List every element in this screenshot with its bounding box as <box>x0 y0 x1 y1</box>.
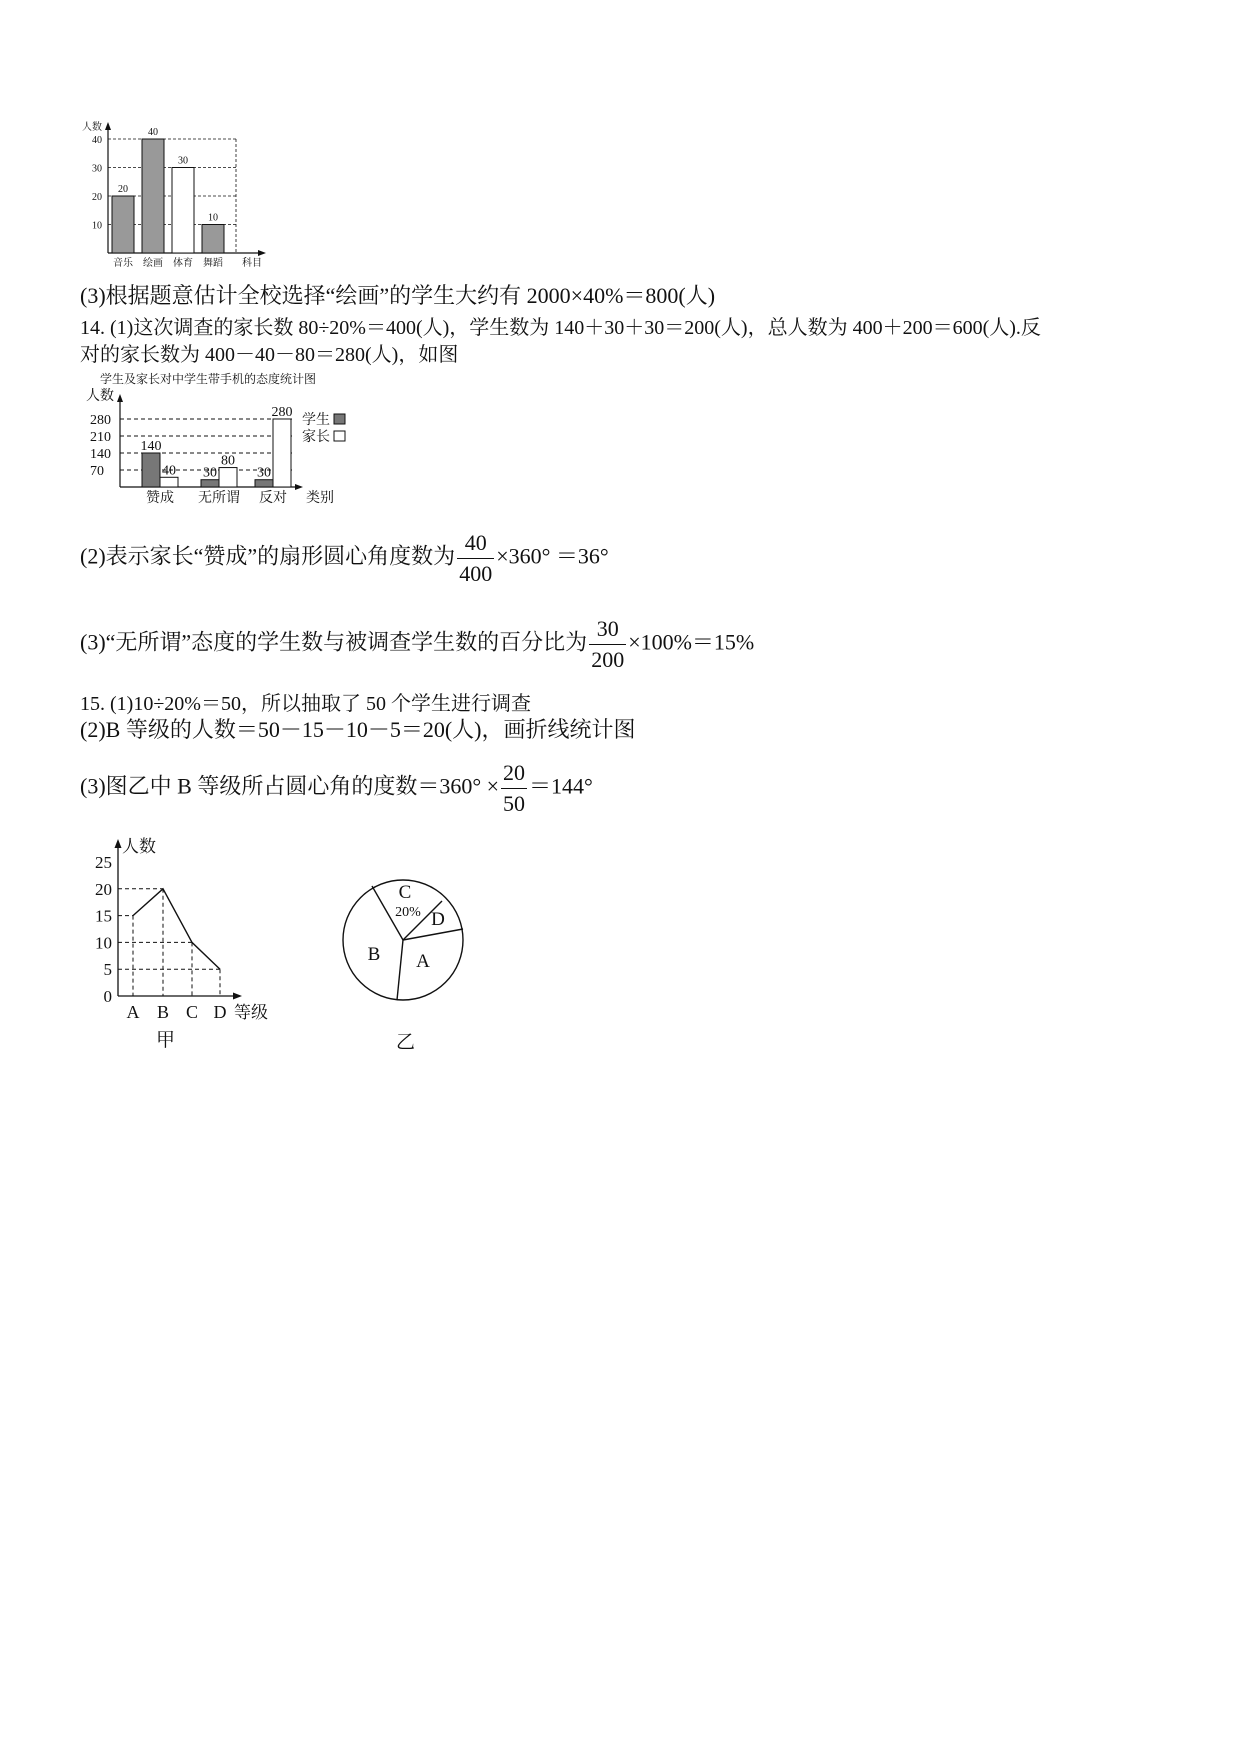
bar-音乐 <box>112 196 134 253</box>
grade-line-chart <box>86 836 286 1058</box>
attitude-chart-ylabel: 人数 <box>86 389 114 404</box>
y-tick-label: 15 <box>95 906 112 926</box>
line-chart-caption: 甲 <box>156 1030 176 1051</box>
student-value-label: 30 <box>203 465 217 481</box>
student-bar-反对 <box>255 480 273 487</box>
parent-value-label: 280 <box>271 404 293 420</box>
y-tick-label: 280 <box>90 412 111 428</box>
q14-answer-3 <box>80 614 754 675</box>
y-tick-label: 25 <box>95 853 112 872</box>
legend-student-label: 学生 <box>302 413 330 428</box>
y-tick-label: 20 <box>95 879 112 899</box>
pie-label-C: C <box>398 882 412 903</box>
q14-2-result: ×360° ＝36° <box>496 543 609 569</box>
y-tick-label: 0 <box>103 987 112 1006</box>
grade-pie-chart <box>330 860 490 1060</box>
legend-student-swatch <box>334 414 345 424</box>
subject-bar-chart <box>80 118 280 270</box>
line-series <box>133 889 220 969</box>
pie-percent-label: 20% <box>395 905 421 920</box>
pie-label-B: B <box>367 944 381 965</box>
q15-3-fraction <box>501 758 527 819</box>
bar-value-label: 40 <box>148 127 158 138</box>
x-tick-label: 无所谓 <box>198 491 240 506</box>
bar-舞蹈 <box>202 225 224 254</box>
subject-chart-ylabel: 人数 <box>82 122 102 133</box>
parent-bar-赞成 <box>160 477 178 487</box>
student-bar-赞成 <box>142 453 160 487</box>
x-tick-label: 绘画 <box>143 258 163 269</box>
legend-parent-label: 家长 <box>302 430 330 445</box>
x-tick-label: 音乐 <box>113 258 133 269</box>
q15-3-result: ＝144° <box>529 773 593 799</box>
q13-answer-3: (3)根据题意估计全校选择“绘画”的学生大约有 2000×40%＝800(人) <box>80 283 716 308</box>
pie-label-A: A <box>416 951 430 972</box>
line-chart-ylabel: 人数 <box>122 837 156 856</box>
y-tick-label: 10 <box>95 933 112 953</box>
fraction-numerator: 40 <box>464 530 487 555</box>
legend-parent-swatch <box>334 431 345 441</box>
q15-answer-3 <box>80 758 593 819</box>
q14-answer-1-line2: 对的家长数为 400－40－80＝280(人)，如图 <box>80 344 459 366</box>
y-tick-label: 210 <box>90 429 111 445</box>
attitude-chart-title: 学生及家长对中学生带手机的态度统计图 <box>100 372 317 386</box>
x-tick-label: D <box>213 1002 227 1022</box>
fraction-denominator: 200 <box>589 644 626 675</box>
pie-label-D: D <box>431 909 445 930</box>
q14-3-fraction <box>589 614 626 675</box>
y-tick-label: 20 <box>92 192 102 203</box>
bar-体育 <box>172 168 194 254</box>
line-chart-xlabel: 等级 <box>234 1003 268 1022</box>
x-tick-label: 体育 <box>173 258 193 269</box>
y-tick-label: 5 <box>103 960 112 980</box>
attitude-bar-chart <box>82 370 362 510</box>
fraction-denominator: 400 <box>457 558 494 589</box>
x-tick-label: 反对 <box>259 491 287 506</box>
pie-chart-caption: 乙 <box>396 1032 416 1053</box>
bar-value-label: 20 <box>118 184 128 195</box>
x-tick-label: B <box>156 1002 170 1022</box>
student-value-label: 140 <box>140 438 162 454</box>
q14-2-fraction <box>457 528 494 589</box>
q15-answer-2: (2)B 等级的人数＝50－15－10－5＝20(人)，画折线统计图 <box>80 717 636 742</box>
y-tick-label: 70 <box>90 463 104 479</box>
parent-value-label: 80 <box>221 453 235 469</box>
q14-answer-2 <box>80 528 609 589</box>
parent-bar-反对 <box>273 419 291 487</box>
fraction-numerator: 20 <box>503 760 526 785</box>
bar-value-label: 10 <box>208 212 218 224</box>
x-tick-label: A <box>126 1002 140 1022</box>
student-bar-无所谓 <box>201 480 219 487</box>
y-tick-label: 140 <box>90 446 111 462</box>
q14-3-result: ×100%＝15% <box>628 629 755 655</box>
student-value-label: 30 <box>257 465 271 481</box>
y-tick-label: 10 <box>92 220 102 232</box>
x-tick-label: C <box>185 1002 199 1022</box>
q15-3-text: (3)图乙中 B 等级所占圆心角的度数＝360° × <box>80 773 500 799</box>
bar-绘画 <box>142 139 164 253</box>
q15-answer-1: 15. (1)10÷20%＝50，所以抽取了 50 个学生进行调查 <box>80 693 531 715</box>
x-tick-label: 赞成 <box>146 491 174 506</box>
q14-3-text: (3)“无所谓”态度的学生数与被调查学生数的百分比为 <box>80 629 588 655</box>
q14-2-text: (2)表示家长“赞成”的扇形圆心角度数为 <box>80 543 456 569</box>
bar-value-label: 30 <box>178 155 188 167</box>
attitude-chart-xlabel: 类别 <box>306 491 334 506</box>
x-tick-label: 舞蹈 <box>203 258 223 269</box>
y-tick-label: 40 <box>92 135 102 146</box>
fraction-denominator: 50 <box>501 788 527 819</box>
fraction-numerator: 30 <box>596 616 619 641</box>
parent-bar-无所谓 <box>219 468 237 487</box>
parent-value-label: 40 <box>162 463 176 479</box>
subject-chart-xlabel: 科目 <box>242 258 262 269</box>
q14-answer-1-line1: 14. (1)这次调查的家长数 80÷20%＝400(人)，学生数为 140＋30＋30＝200(人)，总人数为 400＋200＝600(人).反 <box>80 317 1041 339</box>
y-tick-label: 30 <box>92 163 102 175</box>
